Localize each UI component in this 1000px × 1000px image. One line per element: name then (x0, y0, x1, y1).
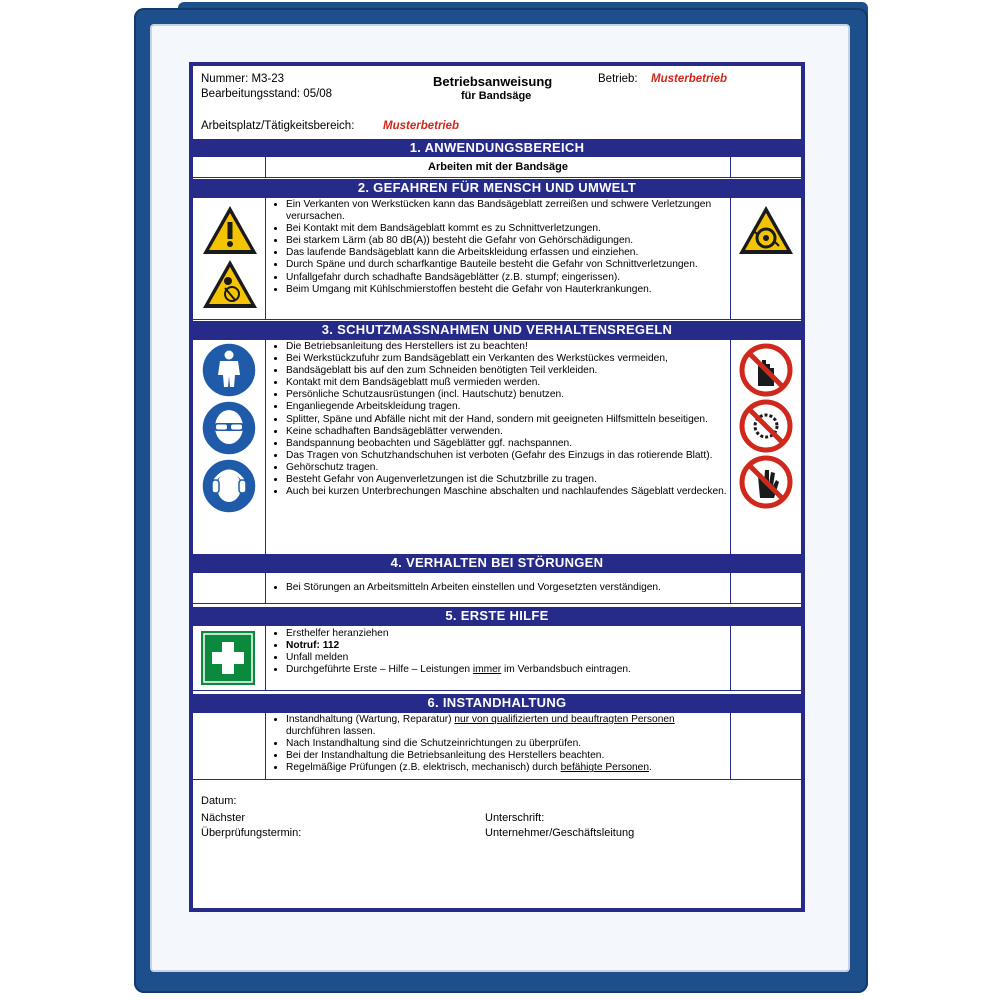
list-item: • Bei Kontakt mit dem Bandsägeblatt kommt es zu Schnittverletzungen. (286, 223, 730, 235)
signature-footer (201, 794, 301, 841)
section-5-row (193, 625, 801, 691)
list-item: • Durch Späne und durch scharfkantige Bauteile besteht die Gefahr von Schnittverletzungen. (286, 259, 730, 271)
list-item: • Bei Störungen an Arbeitsmitteln Arbeiten einstellen und Vorgesetzten verständigen. (286, 582, 730, 594)
betrieb-value: Musterbetrieb (651, 73, 728, 85)
warning-rotating-parts-icon (737, 204, 795, 256)
page-subtitle: für Bandsäge (461, 90, 532, 102)
protective-clothing-icon (201, 342, 257, 398)
list-item: • Beim Umgang mit Kühlschmierstoffen besteht die Gefahr von Hauterkrankungen. (286, 284, 730, 296)
betrieb-label: Betrieb: (598, 73, 638, 85)
list-item: • Ersthelfer heranziehen (286, 628, 730, 640)
first-aid-icon (201, 631, 255, 685)
date-label: Datum: (201, 795, 237, 807)
hazard-list (266, 199, 730, 296)
signature-label: Unterschrift: (485, 812, 545, 824)
list-item: • Bandspannung beobachten und Sägeblätter ggf. nachspannen. (286, 438, 730, 450)
section-2-heading: 2. GEFAHREN FÜR MENSCH UND UMWELT (193, 179, 801, 197)
revision-status: Bearbeitungsstand: 05/08 (201, 88, 333, 100)
list-item: • Auch bei kurzen Unterbrechungen Maschine abschalten und nachlaufendes Sägeblatt verdecken. (286, 486, 730, 498)
list-item: • Regelmäßige Prüfungen (z.B. elektrisch, mechanisch) durch befähigte Personen. (286, 762, 730, 774)
list-item: • Bei starkem Lärm (ab 80 dB(A)) besteht die Gefahr von Gehörschädigungen. (286, 235, 730, 247)
ear-protection-icon (201, 458, 257, 514)
document-number: Nummer: M3-23 (201, 73, 285, 85)
section-6-row (193, 712, 801, 780)
warning-entanglement-icon (201, 258, 259, 310)
list-item: • Persönliche Schutzausrüstungen (incl. Hautschutz) benutzen. (286, 389, 730, 401)
list-item: • Keine schadhaften Bandsägeblätter verwenden. (286, 426, 730, 438)
list-item: • Das Tragen von Schutzhandschuhen ist verboten (Gefahr des Einzugs in das rotierende Blatt). (286, 450, 730, 462)
section-1-heading: 1. ANWENDUNGSBEREICH (193, 139, 801, 157)
list-item: • Durchgeführte Erste – Hilfe – Leistungen immer im Verbandsbuch eintragen. (286, 664, 730, 676)
no-gloves-icon (738, 342, 794, 398)
list-item: • Bei der Instandhaltung die Betriebsanleitung des Herstellers beachten. (286, 750, 730, 762)
list-item: • Besteht Gefahr von Augenverletzungen ist die Schutzbrille zu tragen. (286, 474, 730, 486)
malfunction-list (266, 582, 730, 594)
sheet-header (193, 66, 801, 148)
list-item: • Ein Verkanten von Werkstücken kann das Bandsägeblatt zerreißen und schwere Verletzungen verursachen. (286, 199, 730, 223)
section-6-heading: 6. INSTANDHALTUNG (193, 694, 801, 712)
section-3-heading: 3. SCHUTZMASSNAHMEN UND VERHALTENSREGELN (193, 321, 801, 339)
no-jewelry-icon (738, 398, 794, 454)
management-label: Unternehmer/Geschäftsleitung (485, 827, 635, 839)
safety-goggles-icon (201, 400, 257, 456)
section-1-text: Arbeiten mit der Bandsäge (428, 161, 568, 173)
warning-exclamation-icon (201, 204, 259, 256)
safety-measures-list (266, 341, 730, 498)
list-item: • Bei Werkstückzufuhr zum Bandsägeblatt ein Verkanten des Werkstückes vermeiden, (286, 353, 730, 365)
list-item: • Unfall melden (286, 652, 730, 664)
emergency-number: • Notruf: 112 (286, 640, 730, 652)
section-1-row (193, 156, 801, 178)
list-item: • Unfallgefahr durch schadhafte Bandsägeblätter (z.B. stumpf; eingerissen). (286, 272, 730, 284)
signature-block (485, 811, 634, 841)
no-hand-reach-icon (738, 454, 794, 510)
next-review-label: Nächster (201, 812, 246, 824)
list-item: • Enganliegende Arbeitskleidung tragen. (286, 401, 730, 413)
section-5-heading: 5. ERSTE HILFE (193, 607, 801, 625)
review-date-label: Überprüfungstermin: (201, 827, 302, 839)
first-aid-list (266, 628, 730, 676)
section-3-row (193, 339, 801, 555)
list-item: • Das laufende Bandsägeblatt kann die Arbeitskleidung erfassen und einziehen. (286, 247, 730, 259)
section-2-row (193, 197, 801, 320)
maintenance-list (266, 714, 730, 774)
page-title: Betriebsanweisung (433, 74, 553, 89)
workplace-label: Arbeitsplatz/Tätigkeitsbereich: (201, 120, 355, 132)
list-item: • Gehörschutz tragen. (286, 462, 730, 474)
section-4-row (193, 572, 801, 604)
list-item: • Instandhaltung (Wartung, Reparatur) nur von qualifizierten und beauftragten Personen durchführen lassen. (286, 714, 730, 738)
list-item: • Splitter, Späne und Abfälle nicht mit der Hand, sondern mit geeigneten Hilfsmitteln beseitigen. (286, 414, 730, 426)
list-item: • Kontakt mit dem Bandsägeblatt muß vermieden werden. (286, 377, 730, 389)
list-item: • Nach Instandhaltung sind die Schutzeinrichtungen zu überprüfen. (286, 738, 730, 750)
list-item: • Die Betriebsanleitung des Herstellers ist zu beachten! (286, 341, 730, 353)
operating-instruction-sheet (189, 62, 805, 912)
section-4-heading: 4. VERHALTEN BEI STÖRUNGEN (193, 554, 801, 572)
workplace-value: Musterbetrieb (383, 120, 460, 132)
list-item: • Bandsägeblatt bis auf den zum Schneiden benötigten Teil verkleiden. (286, 365, 730, 377)
